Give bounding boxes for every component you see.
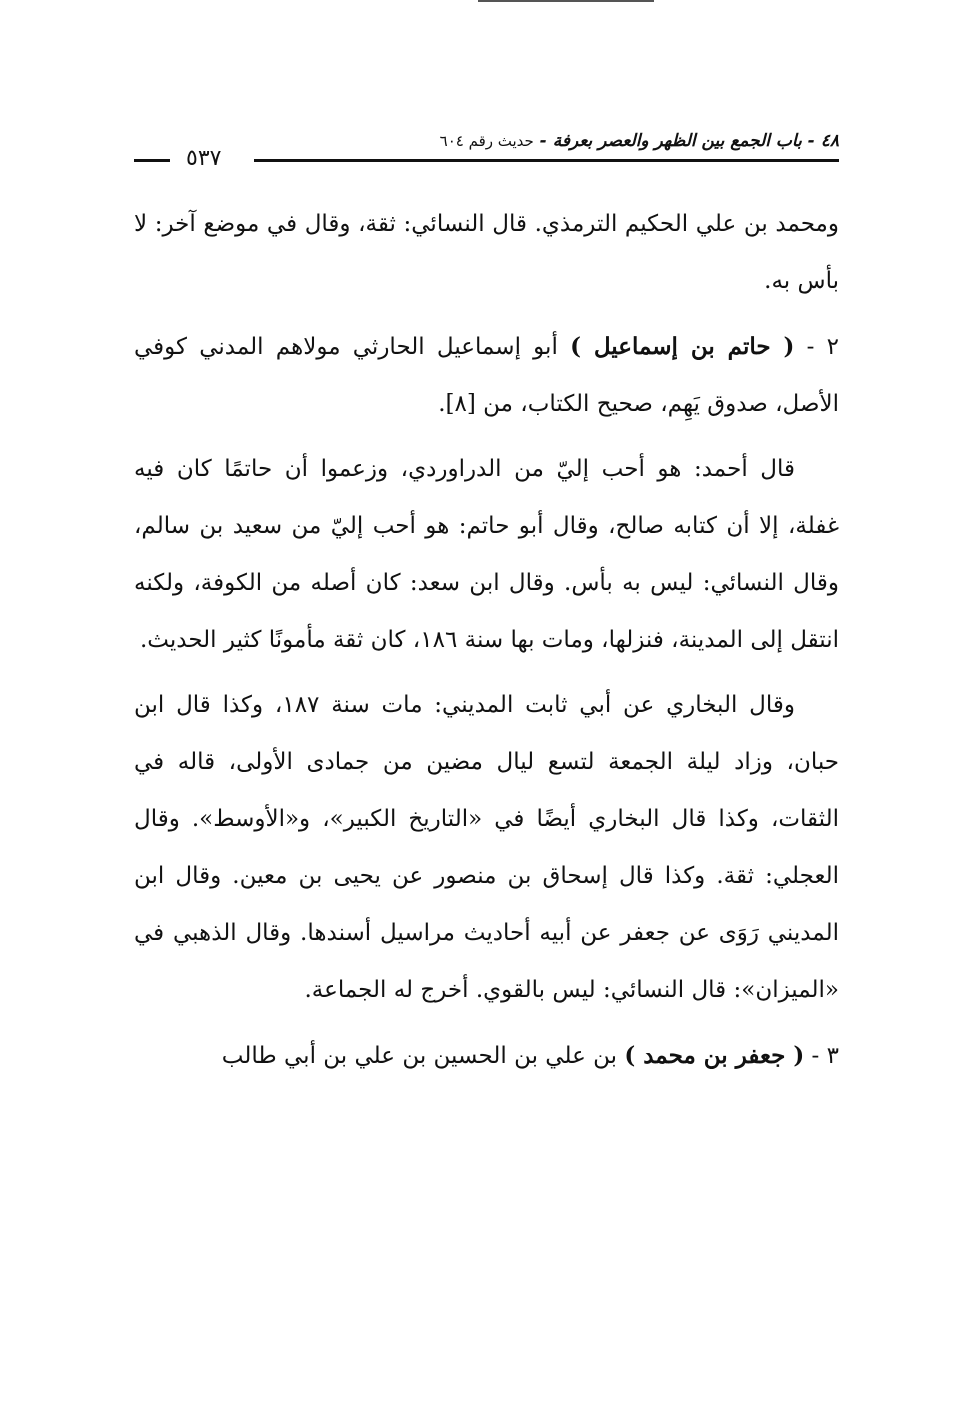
paragraph-bukhari-quote: وقال البخاري عن أبي ثابت المديني: مات سنة ١٨٧، وكذا قال ابن حبان، وزاد ليلة الجمعة لتسع ليال مضين من جمادى الأولى، قاله في الثقات، وكذا قال البخاري أيضًا في «التاريخ الكبير»، و«الأوسط». وقال العجلي: ثقة. وكذا قال إسحاق بن منصور عن يحيى بن معين. وقال ابن المديني رَوَى عن جعفر عن أبيه أحاديث مراسيل أسندها. وقال الذهبي في «الميزان»: قال النسائي: ليس بالقوي. أخرج له الجماعة. (134, 692, 839, 1003)
entry-name: ( حاتم بن إسماعيل ) (570, 333, 795, 360)
chapter-title (440, 130, 839, 152)
entry-jafar-ibn-muhammad (134, 1027, 839, 1085)
chapter-title-text: ٤٨ - باب الجمع بين الظهر والعصر بعرفة - (533, 131, 839, 151)
paragraph-muhammad-ibn-ali: ومحمد بن علي الحكيم الترمذي. قال النسائي: ثقة، وقال في موضع آخر: لا بأس به. (134, 211, 839, 294)
page-body (134, 196, 839, 1085)
header-rule (254, 159, 839, 162)
page-header (134, 122, 839, 174)
paragraph-ahmad-quote: قال أحمد: هو أحب إليّ من الدراوردي، وزعموا أن حاتمًا كان فيه غفلة، إلا أن كتابه صالح، وقال أبو حاتم: هو أحب إليّ من سعيد بن سالم، وقال النسائي: ليس به بأس. وقال ابن سعد: كان أصله من الكوفة، ولكنه انتقل إلى المدينة، فنزلها، ومات بها سنة ١٨٦، كان ثقة مأمونًا كثير الحديث. (134, 456, 839, 653)
entry-hatim-ibn-ismail (134, 318, 839, 433)
top-rule (478, 0, 654, 2)
entry-number: ٢ - (794, 334, 839, 360)
entry-text: بن علي بن الحسين بن علي بن أبي طالب (221, 1043, 625, 1069)
entry-name: ( جعفر بن محمد ) (624, 1042, 805, 1069)
entry-text: أبو إسماعيل الحارثي مولاهم المدني كوفي الأصل، صدوق يَهِم، صحيح الكتاب، من [٨]. (134, 334, 839, 417)
entry-number: ٣ - (804, 1043, 839, 1069)
hadith-reference: حديث رقم ٦٠٤ (439, 132, 534, 150)
page-number: ٥٣٧ (186, 146, 222, 171)
page-number-dash (134, 159, 170, 162)
